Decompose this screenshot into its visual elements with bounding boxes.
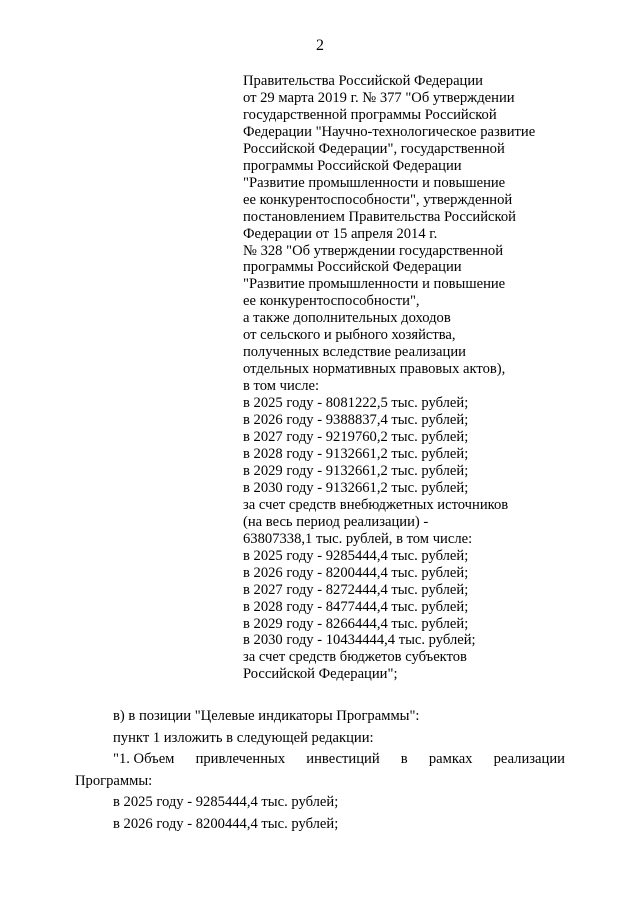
- item-1-word: инвестиций: [306, 751, 380, 767]
- year-amount-line: в 2029 году - 8266444,4 тыс. рублей;: [243, 615, 469, 632]
- year-amount-line: в 2026 году - 8200444,4 тыс. рублей;: [113, 815, 339, 832]
- text-line: Российской Федерации";: [243, 666, 398, 683]
- page-number: 2: [316, 37, 324, 54]
- item-1-word: "1. Объем: [113, 751, 175, 767]
- text-line: в том числе:: [243, 378, 320, 395]
- text-line: "Развитие промышленности и повышение: [243, 174, 506, 191]
- text-line: полученных вследствие реализации: [243, 344, 466, 361]
- paragraph-v: в) в позиции "Целевые индикаторы Программы":: [113, 708, 420, 724]
- year-amount-line: в 2030 году - 9132661,2 тыс. рублей;: [243, 479, 469, 496]
- text-line: программы Российской Федерации: [243, 157, 462, 174]
- text-line: ее конкурентоспособности", утвержденной: [243, 191, 513, 208]
- text-line: от 29 марта 2019 г. № 377 "Об утверждении: [243, 89, 515, 106]
- text-line: Российской Федерации", государственной: [243, 140, 505, 157]
- body-text: [75, 706, 565, 835]
- year-amount-line: в 2027 году - 8272444,4 тыс. рублей;: [243, 581, 469, 598]
- text-line: ее конкурентоспособности",: [243, 293, 420, 310]
- year-amount-line: в 2028 году - 9132661,2 тыс. рублей;: [243, 445, 469, 462]
- year-amount-line: в 2025 году - 9285444,4 тыс. рублей;: [113, 794, 339, 810]
- item-1-word: реализации: [493, 751, 565, 767]
- text-line: Федерации от 15 апреля 2014 г.: [243, 225, 438, 242]
- right-column-text: [243, 73, 583, 683]
- item-1-word: в: [400, 751, 408, 767]
- text-line: "Развитие промышленности и повышение: [243, 276, 506, 293]
- item-1-word: рамках: [428, 751, 473, 767]
- paragraph-point-1: пункт 1 изложить в следующей редакции:: [113, 729, 374, 746]
- text-line: государственной программы Российской: [243, 106, 497, 123]
- text-line: постановлением Правительства Российской: [243, 208, 516, 225]
- paragraph-item-1-continuation: Программы:: [75, 772, 153, 789]
- text-line: за счет средств бюджетов субъектов: [243, 649, 467, 666]
- paragraph-item-1: [75, 749, 565, 771]
- text-line: отдельных нормативных правовых актов),: [243, 361, 506, 378]
- text-line: программы Российской Федерации: [243, 259, 462, 276]
- text-line: от сельского и рыбного хозяйства,: [243, 327, 456, 344]
- year-amount-line: в 2026 году - 9388837,4 тыс. рублей;: [243, 412, 469, 429]
- text-line: Федерации "Научно-технологическое развитие: [243, 123, 536, 140]
- text-line: а также дополнительных доходов: [243, 310, 451, 327]
- item-1-word: привлеченных: [195, 751, 286, 767]
- year-amount-line: в 2028 году - 8477444,4 тыс. рублей;: [243, 598, 469, 615]
- year-amount-line: в 2025 году - 9285444,4 тыс. рублей;: [243, 547, 469, 564]
- text-line: (на весь период реализации) -: [243, 513, 429, 530]
- year-amount-line: в 2026 году - 8200444,4 тыс. рублей;: [243, 564, 469, 581]
- year-amount-line: в 2027 году - 9219760,2 тыс. рублей;: [243, 429, 469, 446]
- year-amount-line: в 2025 году - 8081222,5 тыс. рублей;: [243, 395, 469, 412]
- text-line: Правительства Российской Федерации: [243, 73, 483, 89]
- year-amount-line: в 2029 году - 9132661,2 тыс. рублей;: [243, 462, 469, 479]
- year-amount-line: в 2030 году - 10434444,4 тыс. рублей;: [243, 632, 476, 649]
- text-line: за счет средств внебюджетных источников: [243, 496, 509, 513]
- text-line: № 328 "Об утверждении государственной: [243, 242, 504, 259]
- text-line: 63807338,1 тыс. рублей, в том числе:: [243, 530, 473, 547]
